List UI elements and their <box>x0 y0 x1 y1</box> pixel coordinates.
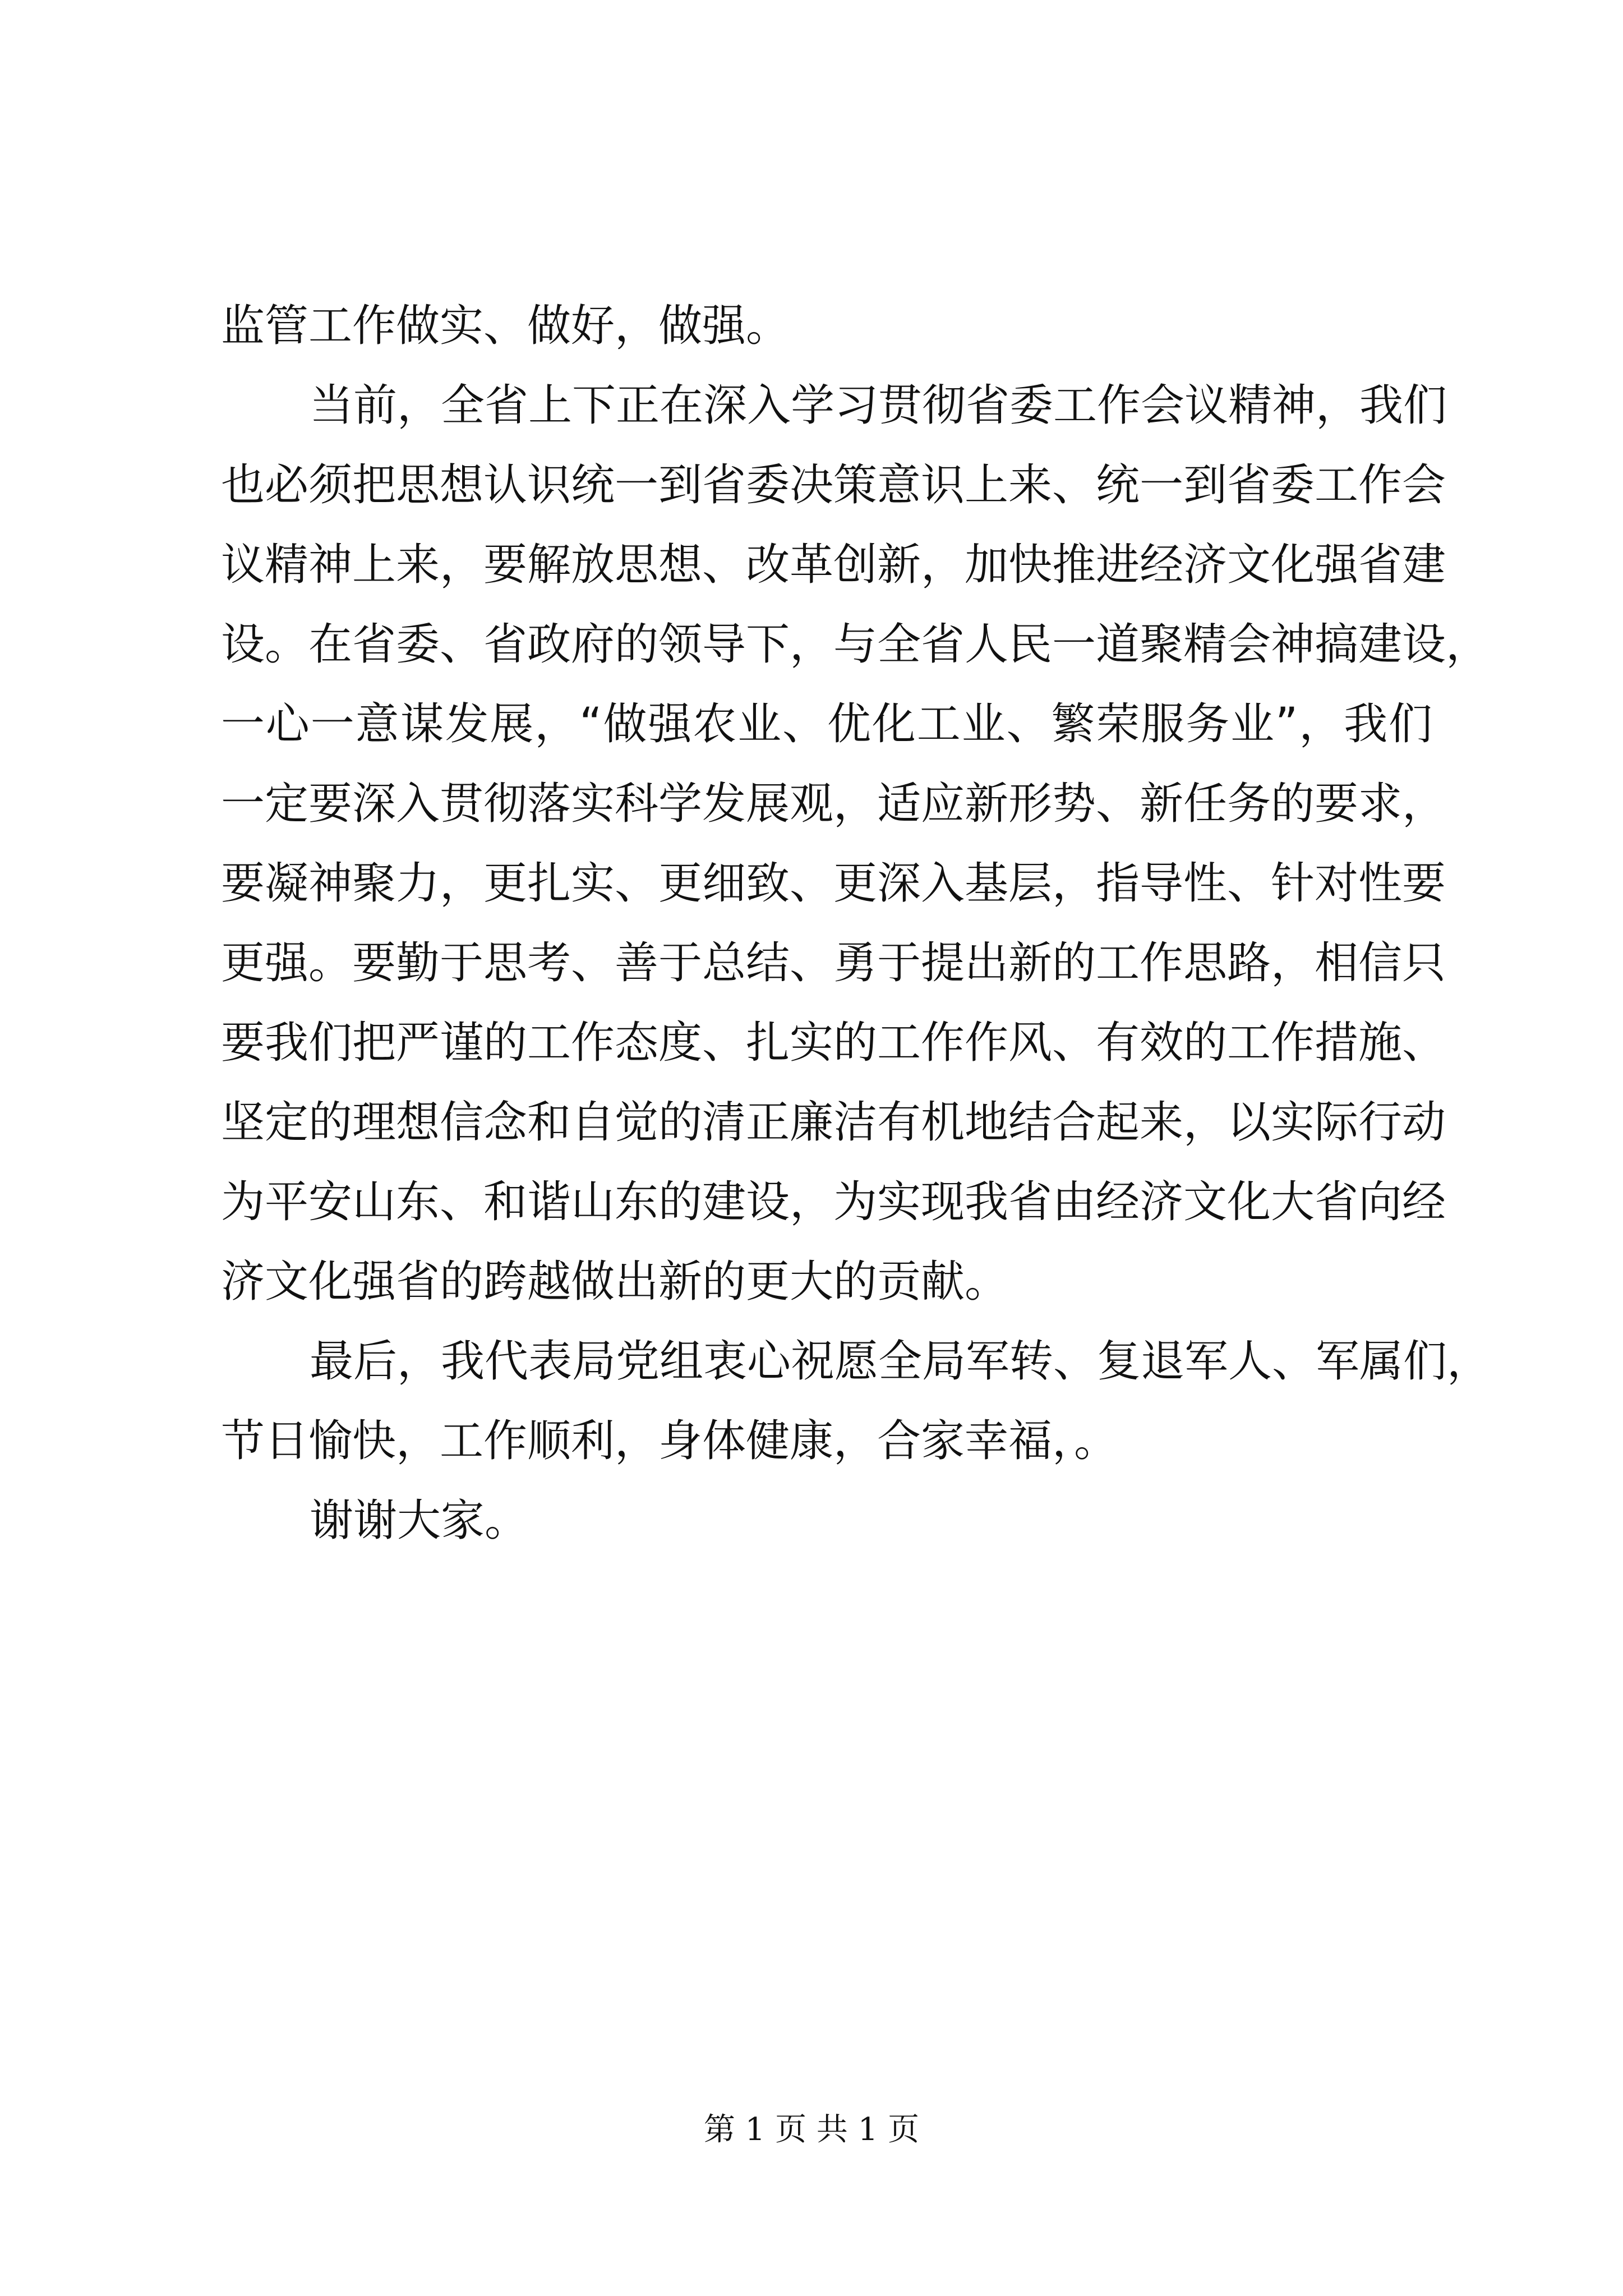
text-line: 坚定的理想信念和自觉的清正廉洁有机地结合起来，以实际行动 <box>221 1097 1446 1148</box>
text-line: 节日愉快，工作顺利，身体健康，合家幸福，。 <box>221 1416 1118 1466</box>
page-number-footer: 第 1 页 共 1 页 <box>703 2111 920 2148</box>
text-line: 一心一意谋发展，“做强农业、优化工业、繁荣服务业”，我们 <box>221 699 1432 749</box>
paragraph-start-line: 当前，全省上下正在深入学习贯彻省委工作会议精神，我们 <box>310 380 1447 431</box>
text-line: 要凝神聚力，更扎实、更细致、更深入基层，指导性、针对性要 <box>221 858 1446 909</box>
closing-line: 谢谢大家。 <box>310 1496 529 1546</box>
text-line: 要我们把严谨的工作态度、扎实的工作作风、有效的工作措施、 <box>221 1018 1446 1068</box>
text-line: 济文化强省的跨越做出新的更大的贡献。 <box>221 1257 1009 1307</box>
text-line: 一定要深入贯彻落实科学发展观，适应新形势、新任务的要求， <box>221 779 1446 829</box>
text-line: 议精神上来，要解放思想、改革创新，加快推进经济文化强省建 <box>221 540 1446 590</box>
text-line: 为平安山东、和谐山东的建设，为实现我省由经济文化大省向经 <box>221 1177 1446 1227</box>
text-line: 监管工作做实、做好，做强。 <box>221 301 790 351</box>
text-line: 更强。要勤于思考、善于总结、勇于提出新的工作思路，相信只 <box>221 938 1446 988</box>
text-line: 设。在省委、省政府的领导下，与全省人民一道聚精会神搞建设， <box>221 619 1490 670</box>
paragraph-start-line: 最后，我代表局党组衷心祝愿全局军转、复退军人、军属们， <box>310 1336 1491 1387</box>
text-line: 也必须把思想认识统一到省委决策意识上来、统一到省委工作会 <box>221 460 1446 510</box>
document-body <box>221 286 1491 1561</box>
